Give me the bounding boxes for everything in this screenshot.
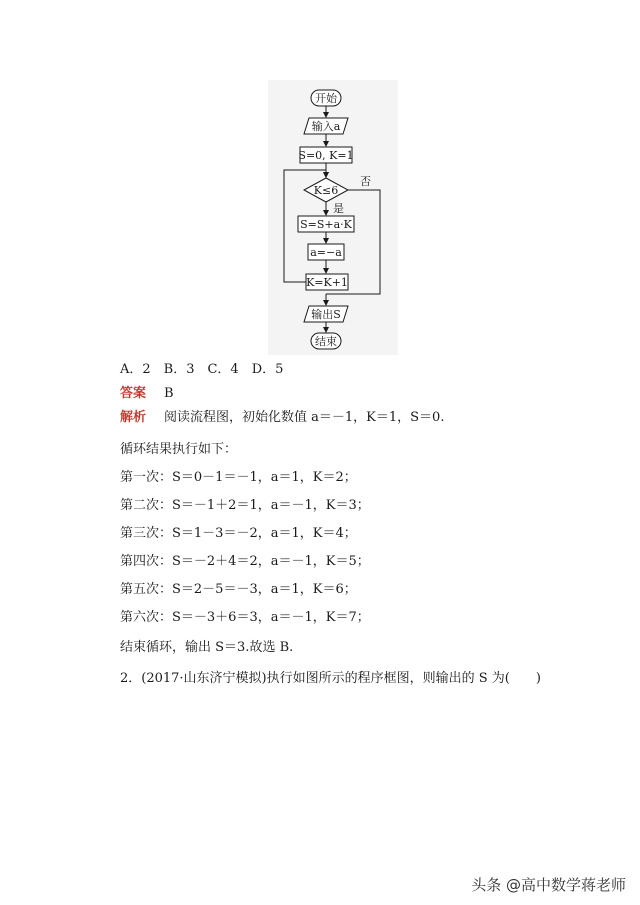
step-line: 第一次：S＝0－1＝－1，a＝1，K＝2； [120,470,357,485]
answer-choices: A．2 B．3 C．4 D．5 [120,362,284,377]
flow-start-label: 开始 [315,92,337,105]
step-line: 第五次：S＝2－5＝－3，a＝1，K＝6； [120,582,357,597]
flow-decision-label: K≤6 [313,184,339,197]
answer-tag: 答案 [120,386,147,401]
step-line: 第二次：S＝－1＋2＝1，a＝－1，K＝3； [120,498,370,513]
loop-intro: 循环结果执行如下： [120,442,238,457]
flow-step3-label: K=K+1 [306,276,348,289]
step-line: 第六次：S＝－3＋6＝3，a＝－1，K＝7； [120,610,370,625]
flow-step1-label: S=S+a·K [300,218,352,231]
flow-init-label: S=0, K=1 [298,149,354,162]
flow-step2-label: a=−a [310,246,342,259]
flow-no-label: 否 [360,175,371,188]
analysis-tag: 解析 [120,410,147,425]
flowchart [268,80,398,355]
answer-value: B [164,386,174,401]
step-line: 第三次：S＝1－3＝－2，a＝1，K＝4； [120,526,357,541]
step-line: 第四次：S＝－2＋4＝2，a＝－1，K＝5； [120,554,370,569]
analysis-text: 阅读流程图，初始化数值 a＝－1，K＝1，S＝0. [164,410,445,425]
analysis-line [120,406,444,425]
watermark: 头条 @高中数学蒋老师 [471,876,626,894]
question-2: 2．(2017·山东济宁模拟)执行如图所示的程序框图，则输出的 S 为( ) [120,671,541,686]
flow-input-label: 输入a [311,120,341,133]
conclusion: 结束循环，输出 S＝3.故选 B. [120,640,294,655]
answer-line [120,382,174,401]
flow-end-label: 结束 [315,335,337,348]
flow-yes-label: 是 [333,202,344,215]
flow-output-label: 输出S [311,308,341,321]
